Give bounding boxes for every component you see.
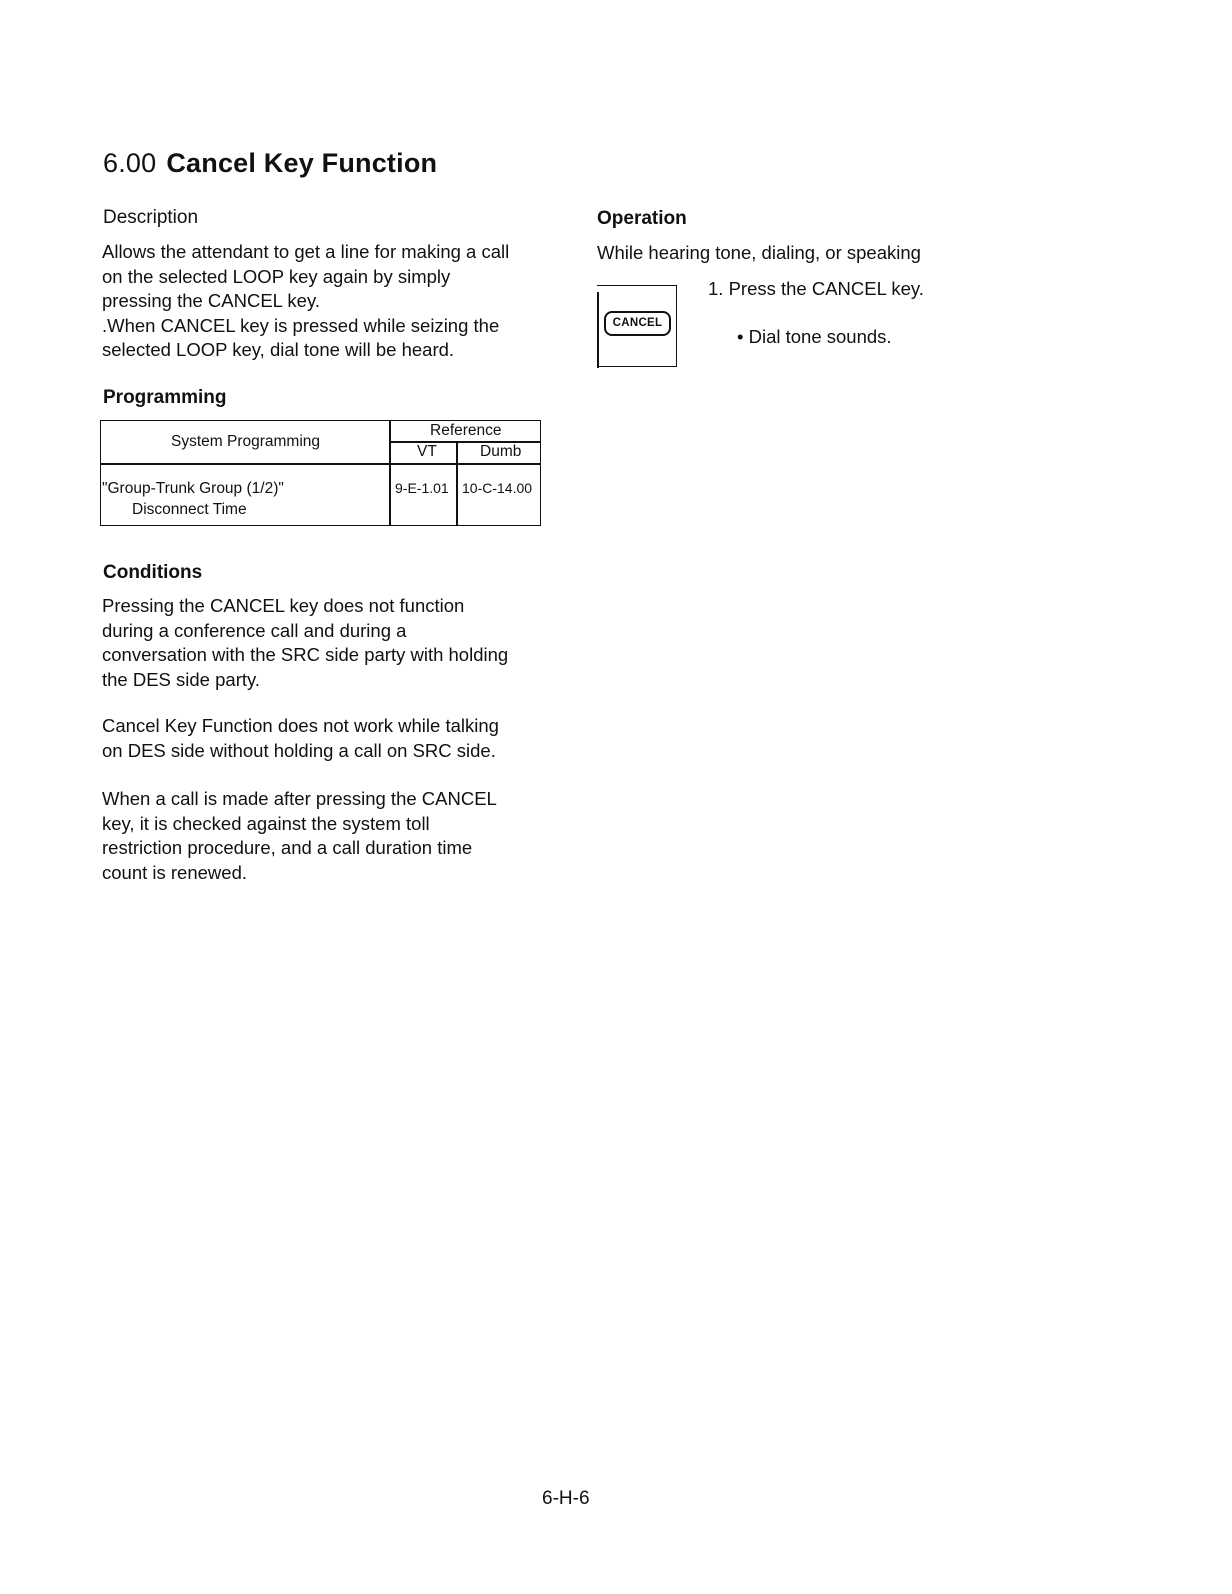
page-title [103,148,437,179]
conditions-line: When a call is made after pressing the CANCEL [102,788,497,809]
conditions-line: count is renewed. [102,861,248,883]
row-vt-reference: 9-E-1.01 [395,480,449,496]
section-number: 6.00 [103,148,157,178]
cancel-key-icon: CANCEL [604,311,671,336]
header-vt: VT [417,443,437,460]
programming-heading: Programming [103,387,227,408]
conditions-line: the DES side party. [102,668,261,690]
header-system-programming: System Programming [171,433,321,450]
description-line: Allows the attendant to get a line for making a call [102,241,510,262]
page-number: 6-H-6 [542,1488,590,1509]
row-item-name: "Group-Trunk Group (1/2)" [102,480,284,497]
conditions-line: conversation with the SRC side party with holding [102,644,509,665]
conditions-paragraph [102,594,508,692]
description-line: pressing the CANCEL key. [102,290,320,311]
conditions-line: restriction procedure, and a call duration time [102,837,473,858]
operation-intro: While hearing tone, dialing, or speaking [597,242,921,263]
description-line: .When CANCEL key is pressed while seizing the [102,314,500,336]
programming-table [100,420,541,526]
header-dumb: Dumb [480,443,522,460]
description-line: selected LOOP key, dial tone will be heard. [102,339,455,360]
header-reference: Reference [430,422,502,439]
operation-result: • Dial tone sounds. [737,326,892,347]
conditions-paragraph [102,714,499,763]
section-title: Cancel Key Function [166,148,438,178]
description-heading: Description [103,207,199,228]
conditions-line: key, it is checked against the system toll [102,812,430,834]
conditions-line: during a conference call and during a [102,619,407,641]
description-text [102,240,509,363]
conditions-line: on DES side without holding a call on SRC side. [102,739,496,761]
conditions-line: Cancel Key Function does not work while talking [102,715,499,736]
conditions-line: Pressing the CANCEL key does not function [102,595,465,616]
operation-heading: Operation [597,208,687,229]
conditions-paragraph [102,787,497,885]
description-line: on the selected LOOP key again by simply [102,265,451,287]
row-item-subname: Disconnect Time [132,501,247,518]
operation-step-1: 1. Press the CANCEL key. [708,278,924,299]
row-dumb-reference: 10-C-14.00 [462,480,533,496]
conditions-heading: Conditions [103,562,203,583]
